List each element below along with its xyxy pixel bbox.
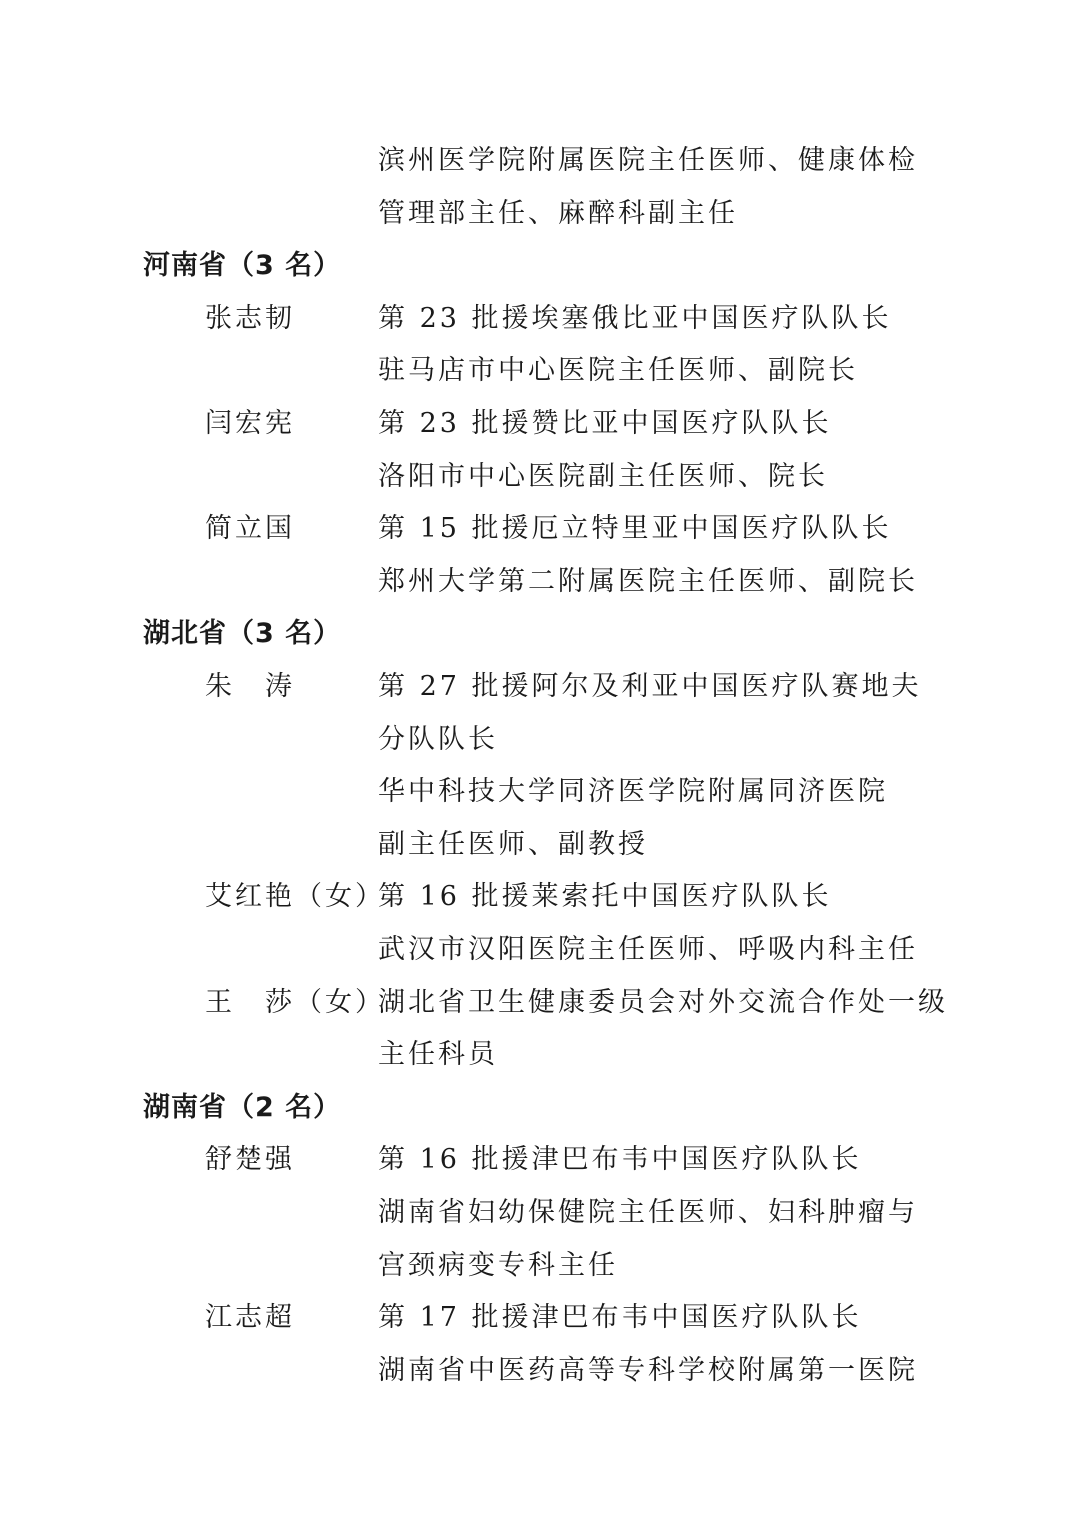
entry-detail-line: 湖南省妇幼保健院主任医师、妇科肿瘤与 <box>378 1197 918 1228</box>
entry-detail-line: 分队队长 <box>378 724 498 755</box>
entry-detail-line: 第 16 批援津巴布韦中国医疗队队长 <box>378 1144 862 1175</box>
entry-detail-line: 湖北省卫生健康委员会对外交流合作处一级 <box>378 987 948 1018</box>
entry-detail-line: 湖南省中医药高等专科学校附属第一医院 <box>378 1355 918 1386</box>
province-heading: 湖南省（2 名） <box>143 1092 342 1123</box>
person-name: 简立国 <box>205 513 295 544</box>
entry-detail-line: 第 23 批援埃塞俄比亚中国医疗队队长 <box>378 303 892 334</box>
person-name: 舒楚强 <box>205 1144 295 1175</box>
entry-detail-line: 驻马店市中心医院主任医师、副院长 <box>378 355 858 386</box>
entry-detail-line: 第 15 批援厄立特里亚中国医疗队队长 <box>378 513 892 544</box>
entry-detail-line: 滨州医学院附属医院主任医师、健康体检 <box>378 145 918 176</box>
entry-detail-line: 第 23 批援赞比亚中国医疗队队长 <box>378 408 832 439</box>
province-heading: 湖北省（3 名） <box>143 618 342 649</box>
entry-detail-line: 华中科技大学同济医学院附属同济医院 <box>378 776 888 807</box>
entry-detail-line: 副主任医师、副教授 <box>378 829 648 860</box>
entry-detail-line: 第 27 批援阿尔及利亚中国医疗队赛地夫 <box>378 671 922 702</box>
person-name: 艾红艳（女） <box>205 881 385 912</box>
entry-detail-line: 第 17 批援津巴布韦中国医疗队队长 <box>378 1302 862 1333</box>
entry-detail-line: 管理部主任、麻醉科副主任 <box>378 198 738 229</box>
person-name: 张志韧 <box>205 303 295 334</box>
person-name: 江志超 <box>205 1302 295 1333</box>
entry-detail-line: 第 16 批援莱索托中国医疗队队长 <box>378 881 832 912</box>
entry-detail-line: 武汉市汉阳医院主任医师、呼吸内科主任 <box>378 934 918 965</box>
person-name: 王 莎（女） <box>205 987 385 1018</box>
person-name: 闫宏宪 <box>205 408 295 439</box>
person-name: 朱 涛 <box>205 671 295 702</box>
entry-detail-line: 主任科员 <box>378 1039 498 1070</box>
entry-detail-line: 宫颈病变专科主任 <box>378 1250 618 1281</box>
entry-detail-line: 洛阳市中心医院副主任医师、院长 <box>378 461 828 492</box>
province-heading: 河南省（3 名） <box>143 250 342 281</box>
entry-detail-line: 郑州大学第二附属医院主任医师、副院长 <box>378 566 918 597</box>
